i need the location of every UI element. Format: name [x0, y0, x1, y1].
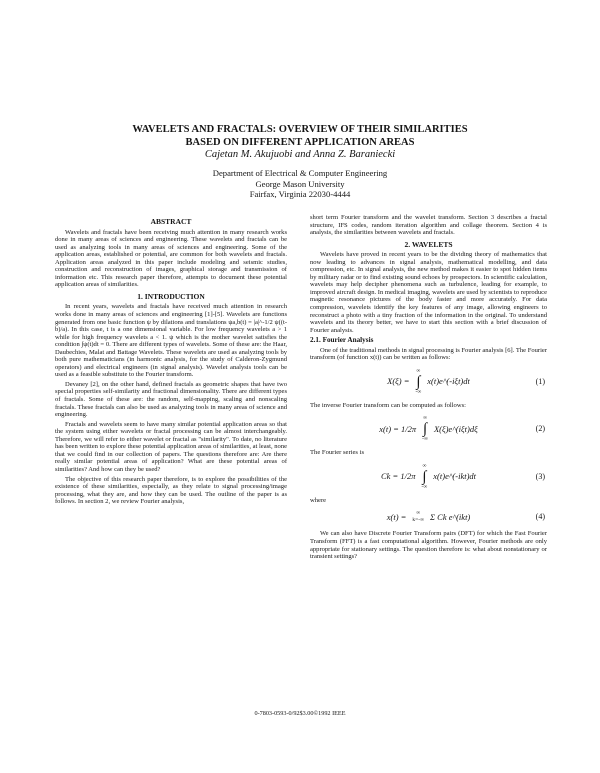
affiliation-address: Fairfax, Virginia 22030-4444: [249, 189, 351, 199]
equation-3-number: (3): [535, 472, 545, 482]
equation-2-integrand: X(ξ)e^(iξt)dξ: [433, 423, 478, 434]
paper-title-line-2: BASED ON DIFFERENT APPLICATION AREAS: [185, 137, 415, 148]
equation-1: [310, 368, 547, 396]
right-column: [310, 214, 547, 563]
integral-sign: ∞ ∫ -∞: [422, 415, 428, 443]
fourier-paragraph: One of the traditional methods in signal processing is Fourier analysis [6]. The Fourier transform (of function x(t)) can be written as follows:: [310, 346, 547, 362]
affiliation-department: Department of Electrical & Computer Engineering: [212, 168, 388, 178]
equation-4-number: (4): [535, 512, 545, 522]
abstract-paragraph: Wavelets and fractals have been receiving much attention in many research works done in many areas of sciences and engineering. These wavelets and fractals can be used as analyzing tools in many areas of sciences and engineering. Some of the application areas, established or potential, are common for both wavelets and fractals. Application areas analyzed in this paper include modeling and seismic studies, construction and reconstruction of images, graphical storage and transmission of information etc. This research paper therefore, attempts to document these potential application areas of similarities.: [55, 228, 287, 289]
equation-1-number: (1): [535, 377, 545, 387]
intro-paragraph-1: In recent years, wavelets and fractals have received much attention in research works done in many areas of sciences and engineering [1]-[5]. Wavelets are functions generated from one basic function ψ by dilations and translations ψa,b(t) = |a|^-1/2 ψ((t-b)/a). In this case, t is a one dimensional variable. For low frequency wavelets a > 1 while for high frequency wavelets a < 1. ψ which is the mother wavelet satisfies the condition ∫ψ(t)dt = 0. There are different types of wavelets. Some of these are: the Haar, Daubechies, Malat and Battage Wavelets. These wavelets are used as analyzing tools by both pure mathematicians (in harmonic analysis, for the study of Calderon-Zygmund operators) and electrical engineers (in signal analysis). Wavelet analysis tools can be used as a feasible substitute to the Fourier transform.: [55, 303, 287, 379]
equation-3: [310, 463, 547, 491]
inverse-transform-text: The inverse Fourier transform can be computed as follows:: [310, 401, 467, 409]
intro-paragraph-3: Fractals and wavelets seem to have many similar potential application areas so that the system using either wavelets or fractal processing can be almost interchangeably. Therefore, we will refer to either wavelet or fractal as "similarity". To date, no literature has been written to explore these potential application areas of similarities, at least, none that we could find in our collection of papers. The questions therefore are: Are there really similar potential areas of application? What are these potential areas of similarities? And how can they be used?: [55, 420, 287, 473]
equation-2-number: (2): [535, 424, 545, 434]
equation-1-lhs: X(ξ) =: [387, 376, 410, 387]
equation-4-lhs: x(t) =: [386, 511, 407, 522]
abstract-heading: ABSTRACT: [150, 217, 192, 226]
paper-title-line-1: WAVELETS AND FRACTALS: OVERVIEW OF THEIR SIMILARITIES: [132, 124, 468, 135]
left-column: [55, 214, 287, 508]
equation-2: [310, 415, 547, 443]
affiliation-university: George Mason University: [255, 178, 345, 189]
integral-sign: ∞ ∫ -∞: [415, 367, 422, 395]
right-continuation-paragraph: short term Fourier transform and the wavelet transform. Section 3 describes a fractal structure, IFS codes, random iteration algorithm and collage theorem. Section 4 is analysis, the similarities between wavelets and fractals.: [310, 214, 547, 237]
intro-paragraph-4: The objective of this research paper therefore, is to explore the possibilities of the existence of these similarities, especially, as they relate to signal processing/image processing, what they are, and how they can be used. The outline of the paper is as follows. In section 2, we review Fourier analysis,: [55, 475, 287, 506]
integral-sign: ∞ ∫ -∞: [421, 462, 428, 490]
fourier-series-text: The Fourier series is: [310, 449, 365, 457]
equation-1-integrand: x(t)e^(-iξt)dt: [427, 376, 470, 387]
equation-3-lhs: Ck = 1/2π: [380, 471, 416, 482]
dft-paragraph: We can also have Discrete Fourier Transform pairs (DFT) for which the Fast Fourier Transform (FFT) is a fast computational algorithm. However, Fourier methods are only appropriate for stationary settings. The question therefore is: what about nonstationary or transient settings?: [310, 530, 547, 561]
fourier-analysis-heading: 2.1. Fourier Analysis: [310, 336, 374, 345]
equation-2-lhs: x(t) = 1/2π: [379, 423, 417, 434]
wavelets-paragraph: Wavelets have proved in recent years to be the dividing theory of mathematics that now leading to advances in signal analysis, mathematical modelling, and data compression, etc. In signal analysis, the new method makes it easier to spot hidden items by military radar or to find existing sound echoes by prospectors. In scientific calculation, wavelets may help decipher phenomena such as turbulence, leading for example, to improved aircraft design. In medical imaging, wavelets are used by scientists to reproduce magnetic resonance pictures of the body faster and more accurately. For data compression, wavelets identify the key features of any image, allowing engineers to reconstruct a photo with a tiny fraction of the information in the original. To understand wavelets and its theory better, we have to start this section with a brief discussion of Fourier analysis.: [310, 251, 547, 334]
where-text: where: [310, 496, 327, 504]
page-footer-copyright: 0-7803-0593-0/92$3.00©1992 IEEE: [254, 710, 346, 717]
paper-authors: Cajetan M. Akujuobi and Anna Z. Baraniecki: [204, 149, 396, 160]
introduction-heading: 1. INTRODUCTION: [137, 291, 205, 301]
equation-4-summand: Σ Ck e^(ikt): [430, 511, 471, 522]
equation-4: [310, 510, 547, 524]
wavelets-heading: 2. WAVELETS: [404, 239, 453, 249]
intro-paragraph-2: Devaney [2], on the other hand, defined fractals as geometric shapes that have two special properties self-similarity and fractional dimensionality. There are different types of fractals. Some of these are: the random, self-mapping, scaling and nonscaling fractals. These fractals can also be used as analyzing tools in many areas of science and engineering.: [55, 380, 287, 419]
sum-limits: ∞ k=-∞: [412, 510, 424, 524]
equation-3-integrand: x(t)e^(-ikt)dt: [433, 471, 477, 482]
